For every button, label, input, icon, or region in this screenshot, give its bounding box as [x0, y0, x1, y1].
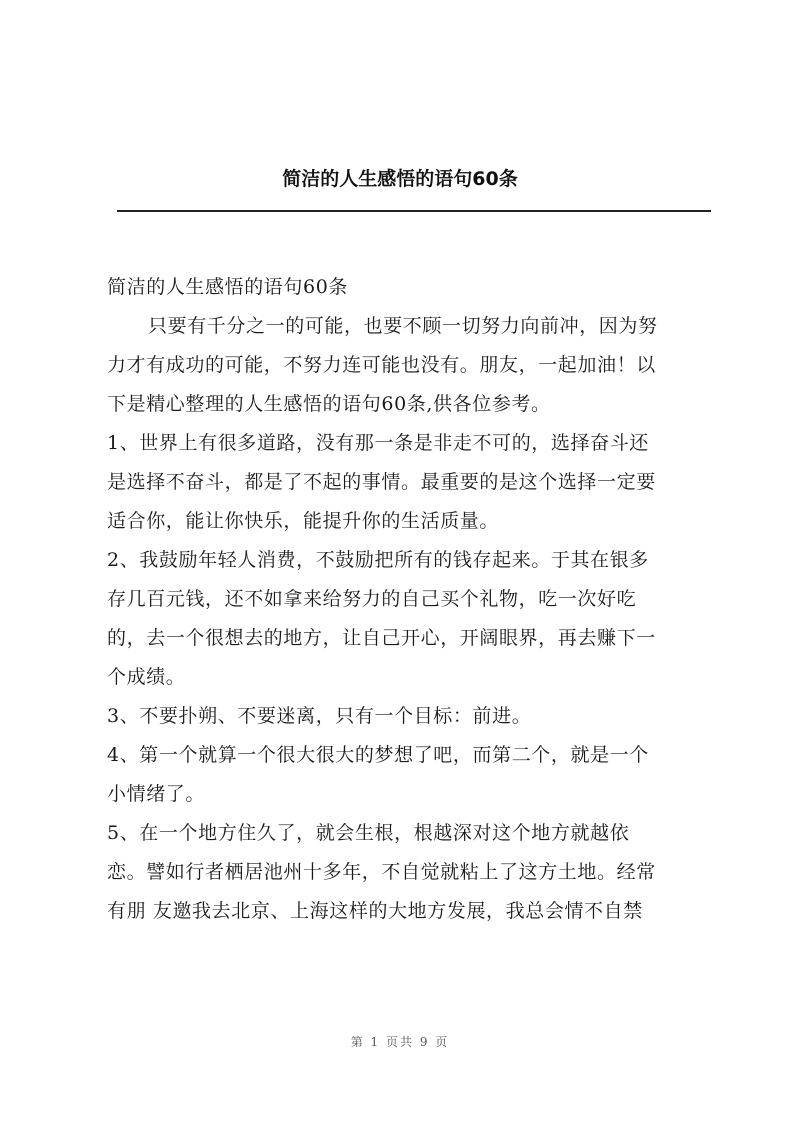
text-line: 2、我鼓励年轻人消费，不鼓励把所有的钱存起来。于其在银多	[107, 549, 649, 571]
text-line: 是选择不奋斗，都是了不起的事情。最重要的是这个选择一定要	[107, 471, 656, 493]
text-line: 有朋 友邀我去北京、上海这样的大地方发展，我总会情不自禁	[107, 900, 643, 922]
page-footer: 第 1 页共 9 页	[350, 1035, 450, 1049]
title-divider	[117, 210, 711, 212]
text-line: 4、第一个就算一个很大很大的梦想了吧，而第二个，就是一个	[107, 744, 649, 766]
text-line: 只要有千分之一的可能，也要不顾一切努力向前冲，因为努	[148, 315, 658, 337]
text-line: 简洁的人生感悟的语句60条	[107, 276, 348, 298]
text-line: 5、在一个地方住久了，就会生根，根越深对这个地方就越依	[107, 822, 630, 844]
text-line: 存几百元钱，还不如拿来给努力的自己买个礼物，吃一次好吃	[107, 588, 637, 610]
text-line: 力才有成功的可能，不努力连可能也没有。朋友，一起加油！以	[107, 354, 656, 376]
text-line: 1、世界上有很多道路，没有那一条是非走不可的，选择奋斗还	[107, 432, 649, 454]
page-title: 简洁的人生感悟的语句60条	[282, 168, 518, 190]
document-body	[107, 273, 701, 936]
text-line: 适合你，能让你快乐，能提升你的生活质量。	[107, 510, 500, 532]
text-line: 3、不要扑朔、不要迷离，只有一个目标：前进。	[107, 705, 532, 727]
text-line: 小情绪了。	[107, 783, 206, 805]
text-line: 的，去一个很想去的地方，让自己开心，开阔眼界，再去赚下一	[107, 627, 656, 649]
text-line: 个成绩。	[107, 666, 186, 688]
text-line: 恋。譬如行者栖居池州十多年，不自觉就粘上了这方土地。经常	[107, 861, 656, 883]
text-line: 下是精心整理的人生感悟的语句60条,供各位参考。	[107, 393, 551, 415]
